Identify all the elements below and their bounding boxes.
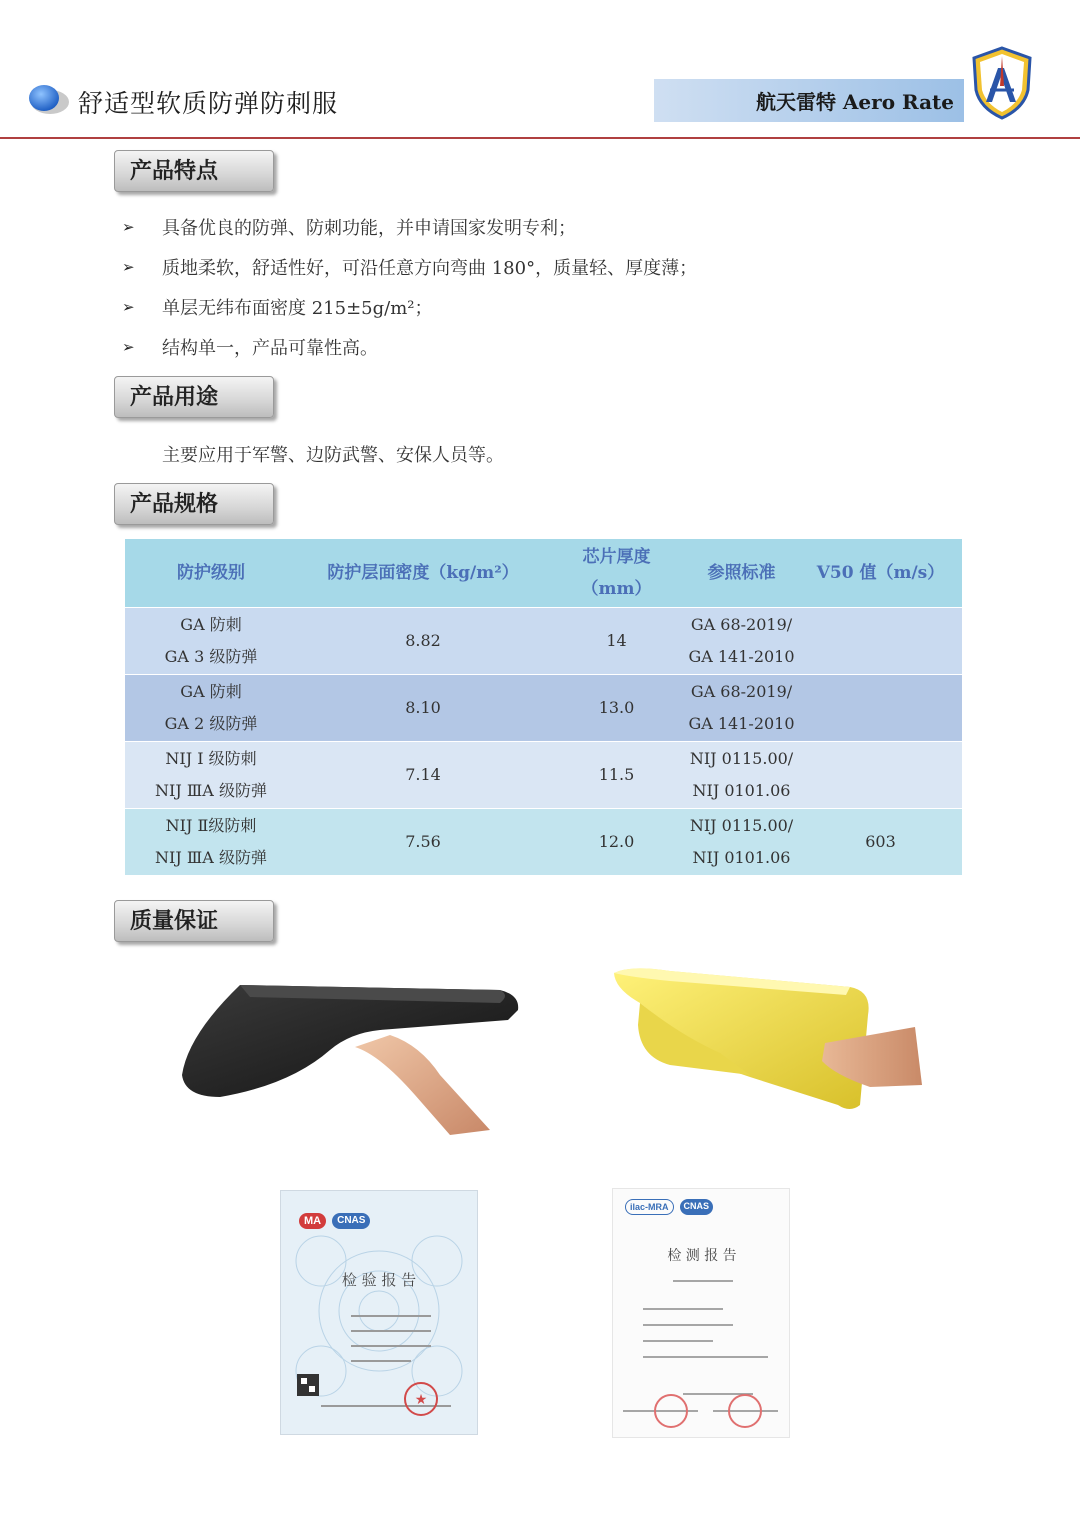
feature-item [122,294,432,320]
cell-level-line2: NIJ ⅢA 级防弹 [155,781,267,800]
cell-density: 7.14 [297,742,549,809]
cell-level-line2: GA 2 级防弹 [164,714,258,733]
arrow-bullet-icon: ➢ [122,338,135,356]
cell-level [125,809,297,876]
inspection-report-certificate [280,1190,478,1435]
header-divider [0,137,1080,139]
section-tab-usage: 产品用途 [114,376,274,418]
cell-standard [684,675,799,742]
header-bullet-icon [26,82,70,116]
cell-level-line1: GA 防刺 [180,682,242,701]
col-header-standard: 参照标准 [684,539,799,608]
col-header-v50: V50 值（m/s） [799,539,962,608]
cell-standard-line2: NIJ 0101.06 [692,848,791,867]
cell-standard-line2: GA 141-2010 [688,714,795,733]
table-row [125,809,962,876]
svg-text:★: ★ [414,1392,428,1408]
col-header-thickness [549,539,684,608]
table-header-row [125,539,962,608]
usage-text: 主要应用于军警、边防武警、安保人员等。 [162,445,504,466]
feature-item [122,214,576,240]
cell-level-line1: NIJ Ⅱ级防刺 [165,816,257,835]
cell-level-line1: NIJ Ⅰ 级防刺 [165,749,257,768]
feature-item [122,254,697,280]
cell-standard-line2: NIJ 0101.06 [692,781,791,800]
feature-text: 结构单一，产品可靠性高。 [162,338,378,359]
cell-v50: 603 [799,809,962,876]
cell-thickness: 13.0 [549,675,684,742]
feature-text: 具备优良的防弹、防刺功能，并申请国家发明专利； [162,218,576,239]
cell-level [125,675,297,742]
spec-table [125,539,962,875]
brand-name: 航天雷特 Aero Rate [755,90,954,114]
cell-standard [684,608,799,675]
feature-text: 单层无纬布面密度 215±5g/m²； [162,298,433,319]
cell-standard-line1: NIJ 0115.00/ [689,749,794,768]
arrow-bullet-icon: ➢ [122,298,135,316]
cell-v50 [799,742,962,809]
arrow-bullet-icon: ➢ [122,258,135,276]
test-report-certificate [612,1188,790,1438]
arrow-bullet-icon: ➢ [122,218,135,236]
cell-level-line2: GA 3 级防弹 [164,647,258,666]
cell-standard [684,809,799,876]
table-row [125,608,962,675]
certificate-badges [299,1213,370,1229]
cnas-badge: CNAS [680,1199,714,1215]
page-title: 舒适型软质防弹防刺服 [78,89,339,118]
section-tab-quality: 质量保证 [114,900,274,942]
ma-badge: MA [299,1213,326,1229]
certificate-title: 检 测 报 告 [667,1248,737,1264]
cell-thickness: 11.5 [549,742,684,809]
feature-item [122,334,378,360]
section-tab-spec: 产品规格 [114,483,274,525]
cell-standard-line1: NIJ 0115.00/ [689,816,794,835]
cell-level [125,742,297,809]
yellow-armor-panel-photo [610,965,925,1115]
cell-thickness: 14 [549,608,684,675]
brand-banner [654,79,964,122]
cell-density: 7.56 [297,809,549,876]
feature-text: 质地柔软，舒适性好，可沿任意方向弯曲 180°，质量轻、厚度薄； [162,258,698,279]
cell-v50 [799,675,962,742]
certificate-text-lines [613,1189,789,1437]
cnas-badge: CNAS [332,1213,370,1229]
ilac-mra-badge: ilac-MRA [625,1199,674,1215]
table-row [125,742,962,809]
cell-standard [684,742,799,809]
section-tab-features: 产品特点 [114,150,274,192]
col-header-level: 防护级别 [125,539,297,608]
cell-density: 8.82 [297,608,549,675]
col-header-thickness-line2: （mm） [581,579,652,599]
black-armor-panel-photo [180,975,525,1135]
cell-density: 8.10 [297,675,549,742]
cell-level-line2: NIJ ⅢA 级防弹 [155,848,267,867]
cell-thickness: 12.0 [549,809,684,876]
table-row [125,675,962,742]
company-shield-logo [970,46,1034,120]
cell-v50 [799,608,962,675]
cell-standard-line1: GA 68-2019/ [690,615,793,634]
col-header-density: 防护层面密度（kg/m²） [297,539,549,608]
certificate-title: 检 验 报 告 [341,1271,417,1289]
cell-level [125,608,297,675]
cell-standard-line1: GA 68-2019/ [690,682,793,701]
cell-level-line1: GA 防刺 [180,615,242,634]
cell-standard-line2: GA 141-2010 [688,647,795,666]
col-header-thickness-line1: 芯片厚度 [582,547,651,567]
